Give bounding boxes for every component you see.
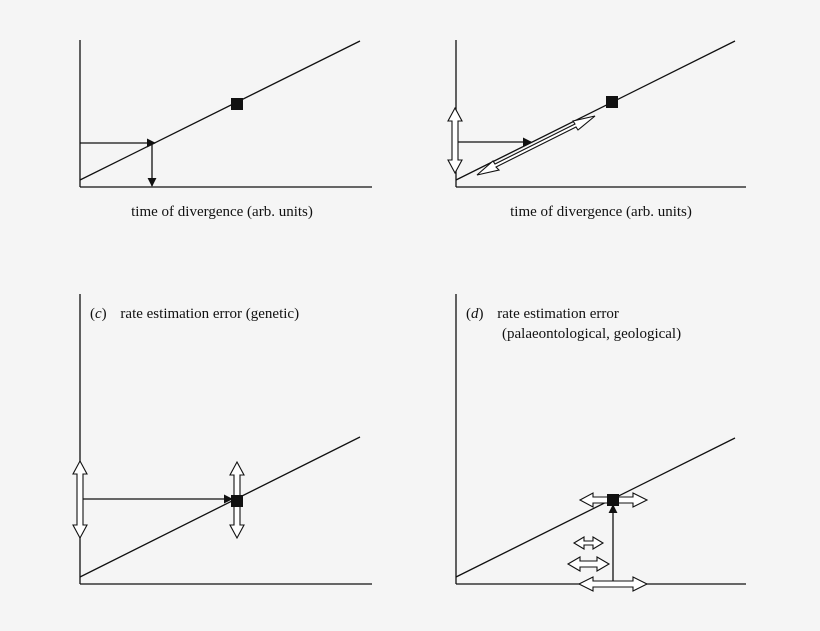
panel-d-calibration-point: [607, 494, 619, 506]
panel-d-title-line2: (palaeontological, geological): [502, 326, 682, 342]
panel-c-calibration-point: [231, 495, 243, 507]
panel-c: [73, 294, 372, 584]
panel-d-title-line1: rate estimation error: [497, 306, 619, 322]
panel-b-diagonal-error-arrow: [477, 116, 595, 175]
panel-a-calibration-point: [231, 98, 243, 110]
panel-a-xlabel: time of divergence (arb. units): [131, 204, 313, 220]
panel-b-xlabel: time of divergence (arb. units): [510, 204, 692, 220]
panel-c-title: (c) rate estimation error (genetic): [90, 306, 300, 322]
panel-d-small-error-arrow-2: [568, 557, 609, 571]
panel-a: [80, 40, 372, 220]
panel-b-vertical-error-arrow: [448, 108, 462, 173]
panel-a-rate-line: [80, 41, 360, 180]
panel-b-calibration-point: [606, 96, 618, 108]
panel-b: [448, 40, 746, 220]
panel-d: [456, 294, 746, 591]
panel-c-letter: c: [95, 306, 102, 322]
panel-d-rate-line: [456, 438, 735, 577]
panel-b-rate-line: [456, 41, 735, 180]
panel-c-rate-line: [80, 437, 360, 577]
panel-c-title-text: rate estimation error (genetic): [120, 306, 300, 322]
panel-d-small-error-arrow-1: [574, 537, 603, 549]
panel-d-letter: d: [471, 306, 479, 322]
panel-d-title: (d) rate estimation error: [466, 306, 619, 322]
